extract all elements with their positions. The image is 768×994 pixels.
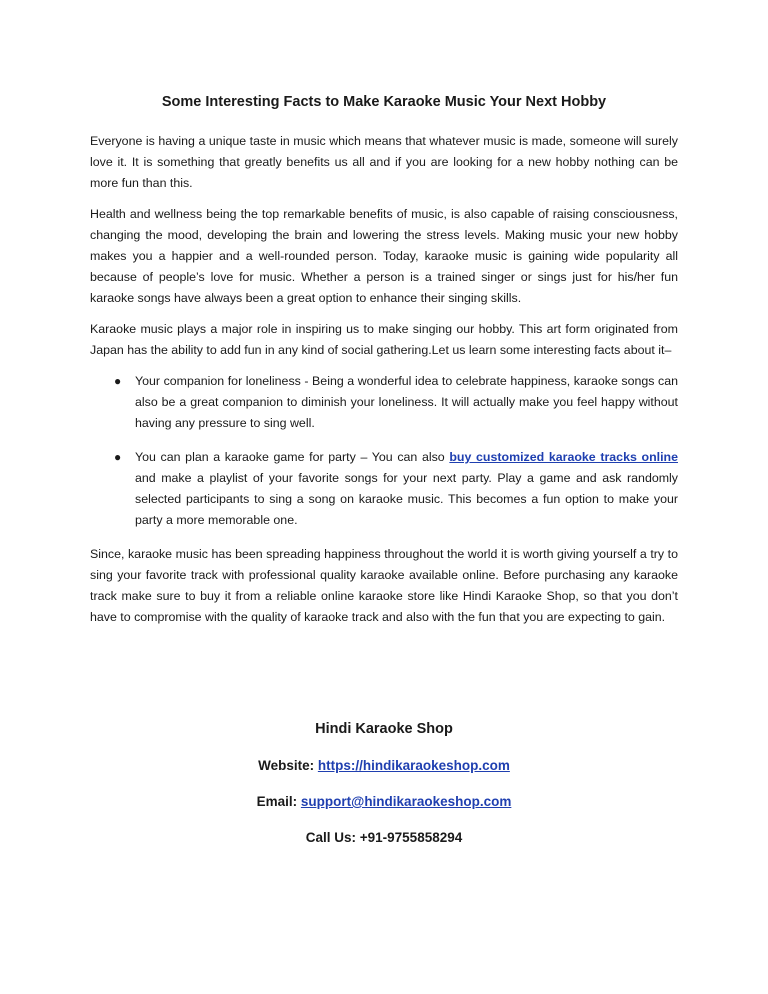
page-title: Some Interesting Facts to Make Karaoke Music Your Next Hobby [161, 94, 607, 110]
phone-line: Call Us: +91-9755858294 [305, 830, 463, 845]
closing-paragraph: Since, karaoke music has been spreading happiness throughout the world it is worth giving yourself a try to sing your favorite track with professional quality karaoke available online. Before purchasing any karaoke track make sure to buy it from a reliable online karaoke store like Hindi Karaoke Shop, so that you don’t have to compromise with the quality of karaoke track and also with the fun that you are expecting to gain. [90, 547, 678, 624]
list-item-text-before: You can plan a karaoke game for party – You can also [135, 450, 450, 464]
origin-paragraph: Karaoke music plays a major role in inspiring us to make singing our hobby. This art form originated from Japan has the ability to add fun in any kind of social gathering.Let us learn some interesting facts about it– [90, 322, 678, 357]
shop-name: Hindi Karaoke Shop [315, 721, 453, 737]
website-label: Website: [258, 758, 318, 773]
intro-paragraph: Everyone is having a unique taste in music which means that whatever music is made, someone will surely love it. It is something that greatly benefits us all and if you are looking for a new hobby nothing can be more fun than this. [90, 134, 678, 190]
health-paragraph: Health and wellness being the top remarkable benefits of music, is also capable of raising consciousness, changing the mood, developing the brain and lowering the stress levels. Making music your new hobby makes you a happier and a well-rounded person. Today, karaoke music is gaining wide popularity all because of people’s love for music. Whether a person is a trained singer or sings just for his/her fun karaoke songs have always been a great option to enhance their singing skills. [90, 207, 678, 305]
bullet-icon: ● [114, 374, 122, 388]
list-item [90, 447, 678, 531]
facts-list [90, 371, 678, 531]
bullet-icon: ● [114, 450, 122, 464]
email-label: Email: [256, 794, 301, 809]
list-item-text-after: and make a playlist of your favorite songs for your next party. Play a game and ask randomly selected participants to sing a song on karaoke music. This becomes a fun option to make your party a more memorable one. [135, 471, 678, 527]
website-link[interactable]: https://hindikaraokeshop.com [317, 758, 510, 773]
website-line [0, 758, 768, 773]
list-item [90, 371, 678, 434]
email-link[interactable]: support@hindikaraokeshop.com [300, 794, 512, 809]
list-item-text: Your companion for loneliness - Being a wonderful idea to celebrate happiness, karaoke songs can also be a great companion to diminish your loneliness. It will actually make you feel happy without having any pressure to sing well. [135, 374, 678, 430]
buy-tracks-link[interactable]: buy customized karaoke tracks online [449, 450, 678, 464]
email-line [0, 794, 768, 809]
